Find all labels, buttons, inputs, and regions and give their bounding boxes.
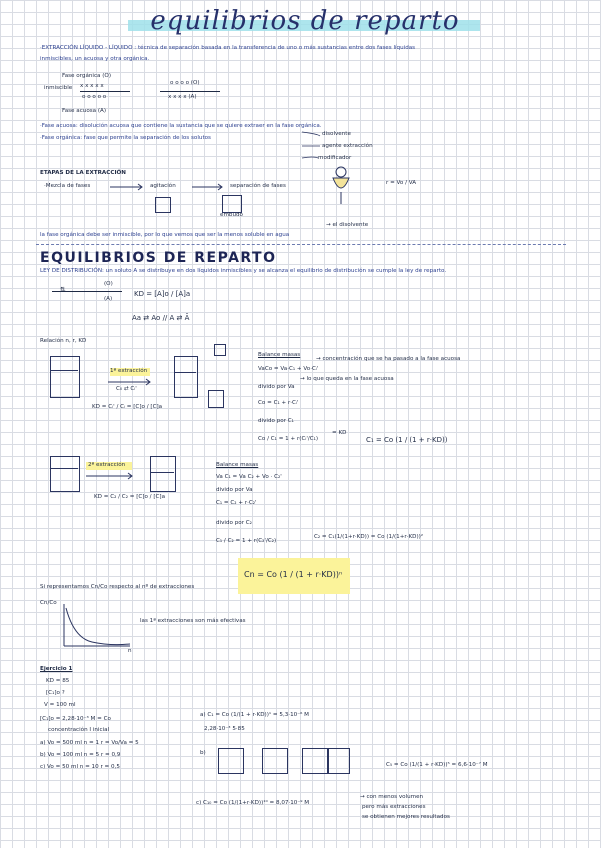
second-extraction-label: 2ª extracción [88,462,126,468]
balance-eq-3b: = KD [332,430,347,436]
first-extraction-label: 1ª extracción [110,368,148,374]
bullet-fase-acuosa: ·Fase acuosa: disolución acuosa que contiene la sustancia que se quiere extraer en la fase orgánica. [40,123,322,129]
given-note: concentración I inicial [48,727,110,733]
vessel-ex-3 [302,748,328,774]
label-inmiscible: inmiscible [44,85,73,91]
final-formula: Cn = Co (1 / (1 + r·KD))ⁿ [244,570,343,579]
given-kd: KD = 85 [46,678,70,684]
answer-c-note-1: → con menos volumen [360,794,424,800]
vessel-before [50,356,80,398]
div-c2: divido por C₂ [216,520,252,526]
option-modificador: modificador [318,155,352,161]
decay-graph [62,604,132,650]
answer-c: c) C₁₀ = Co (1/(1+r·KD))¹⁰ = 8,07·10⁻⁹ M [196,800,310,806]
vessel-2-after-divider [150,472,174,473]
balance-eq-1: VaCo = Va·C₁ + Vo·Cᵢ' [258,366,319,372]
balance-eq-3: Co / C₁ = 1 + r(Cᵢ'/C₁) [258,436,319,442]
equilibrium-arrows-icon: ⇅ [60,286,66,294]
phase-divider-left [80,91,130,92]
balance-note-2: → lo que queda en la fase acuosa [300,376,394,382]
answer-c-note-3: se obtienen mejores resultados [362,814,450,820]
arrow-right-icon [108,378,154,386]
vessel-2-divider [50,468,78,469]
case-a: a) Vo = 500 ml n = 1 r = Vo/Va = 5 [40,740,139,746]
balance-note-1: → concentración que se ha pasado a la fase acuosa [316,356,461,362]
vessel-divider [50,370,78,371]
left-dots-top: x x x x x [80,83,104,89]
div-c1: divido por C₁ [258,418,294,424]
result-c2: C₂ = C₁(1/(1+r·KD)) = Co (1/(1+r·KD))² [314,534,424,540]
section-heading: EQUILIBRIOS DE REPARTO [40,250,277,266]
note-inmiscible: la fase orgánica debe ser inmiscible, por lo que vemos que ser la menos soluble en agua [40,232,290,238]
agitation-icon [155,197,171,213]
vessel-ex-1 [218,748,244,774]
graph-caption: Si representamos Cn/Co respecto al nº de extracciones [40,584,195,590]
balance-2-eq-2: C₁ = C₂ + r·C₂' [216,500,257,506]
graph-note: las 1ª extracciones son más efectivas [140,618,246,624]
left-dots-bottom: o o o o o [82,94,107,100]
dots-aqueous: x x x x (A) [168,94,197,100]
balance-2-title: Balance masas [216,462,259,468]
label-r: r = Vo / VA [386,180,417,186]
case-b: b) Vo = 100 ml n = 5 r = 0,9 [40,752,121,758]
brace-options [300,130,324,162]
etapa-separacion: separación de fases [230,183,286,189]
funnel-icon [328,164,354,204]
equilibrium-equation: Aa ⇄ Ao // A ⇄ Ā [132,314,190,322]
co-ci-equation: C₀ ⇄ Cᵢ' [116,386,137,392]
div-va: divido por Va [258,384,295,390]
arrow-right-icon [110,183,146,191]
given-concentration: [C₁]o = 2,28·10⁻³ M = Co [40,716,111,722]
phase-divider-right [160,91,220,92]
kd-second: KD = C₂ / C₂ = [C]o / [C]a [94,494,166,500]
relacion-label: Relación n, r, KD [40,338,87,344]
vessel-2-after [150,456,176,492]
balance-title: Balance masas [258,352,301,358]
etapa-mezcla: ·Mezcla de fases [44,183,91,189]
vessel-ex-2 [262,748,288,774]
vessel-2-before [50,456,80,492]
graph-axis-y: Cn/Co [40,600,57,606]
intro-definition-cont: inmiscibles, un acuosa y otra orgánica. [40,56,150,62]
bullet-fase-organica: ·Fase orgánica: fase que permite la separación de los solutos [40,135,211,141]
label-fase-organica: Fase orgánica (O) [62,73,112,79]
label-embudo: embudo [220,212,243,218]
vessel-ex-4 [328,748,350,774]
answer-c-note-2: pero más extracciones [362,804,426,810]
etapa-agitacion: agitación [150,183,176,189]
vessel-after-divider [174,372,196,373]
graph-axis-x: n [128,648,132,654]
note-disolvente: → el disolvente [326,222,369,228]
case-c: c) Vo = 50 ml n = 10 r = 0,5 [40,764,120,770]
phase-organic-label: (O) [104,281,113,287]
option-disolvente: disolvente [322,131,351,137]
answer-b: C₅ = Co (1/(1 + r·KD))⁵ = 6,6·10⁻⁷ M [386,762,488,768]
result-c1: C₁ = Co (1 / (1 + r·KD)) [366,436,448,444]
page-title: equilibrios de reparto [150,6,460,36]
option-agente: agente extracción [322,143,373,149]
kd-formula: KD = [A]o / [A]a [134,290,191,298]
ley-distribucion: LEY DE DISTRIBUCIÓN: un soluto A se distribuye en dos líquidos inmiscibles y se alcanza el equilibrio de distribución se cumple la ley de reparto. [40,268,447,274]
etapas-heading: ETAPAS DE LA EXTRACCIÓN [40,170,126,176]
balance-2-eq-1: Va C₁ = Va C₂ + Vo · C₂' [216,474,282,480]
kd-first: KD = Cᵢ' / Cᵢ = [C]o / [C]a [92,404,163,410]
label-fase-acuosa: Fase acuosa (A) [62,108,107,114]
exercise-heading: Ejercicio 1 [40,666,73,672]
div-va-2: divido por Va [216,487,253,493]
answer-a-detail: 2,28·10⁻³ 5·85 [204,726,245,732]
arrow-right-icon [86,472,136,480]
vessel-after [174,356,198,398]
vessel-small [208,390,224,408]
balance-eq-2: Co = C₁ + r·Cᵢ' [258,400,299,406]
dots-organic: o o o o (O) [170,80,200,86]
answer-b-label: b) [200,750,206,756]
vessel-small-top [214,344,226,356]
separator [36,244,566,245]
given-volume: V = 100 ml [44,702,76,708]
answer-a: a) C₁ = Co (1/(1 + r·KD))¹ = 5,3·10⁻⁶ M [200,712,309,718]
phase-aqueous-label: (A) [104,296,113,302]
intro-definition: ·EXTRACCIÓN LÍQUIDO - LÍQUIDO : técnica de separación basada en la transferencia de uno o más sustancias entre dos fases líquidas [40,45,416,51]
separation-icon [222,195,242,213]
arrow-right-icon [192,183,226,191]
given-c1o: [C₁]o ? [46,690,65,696]
balance-2-eq-3: C₁ / C₂ = 1 + r(C₂'/C₂) [216,538,277,544]
